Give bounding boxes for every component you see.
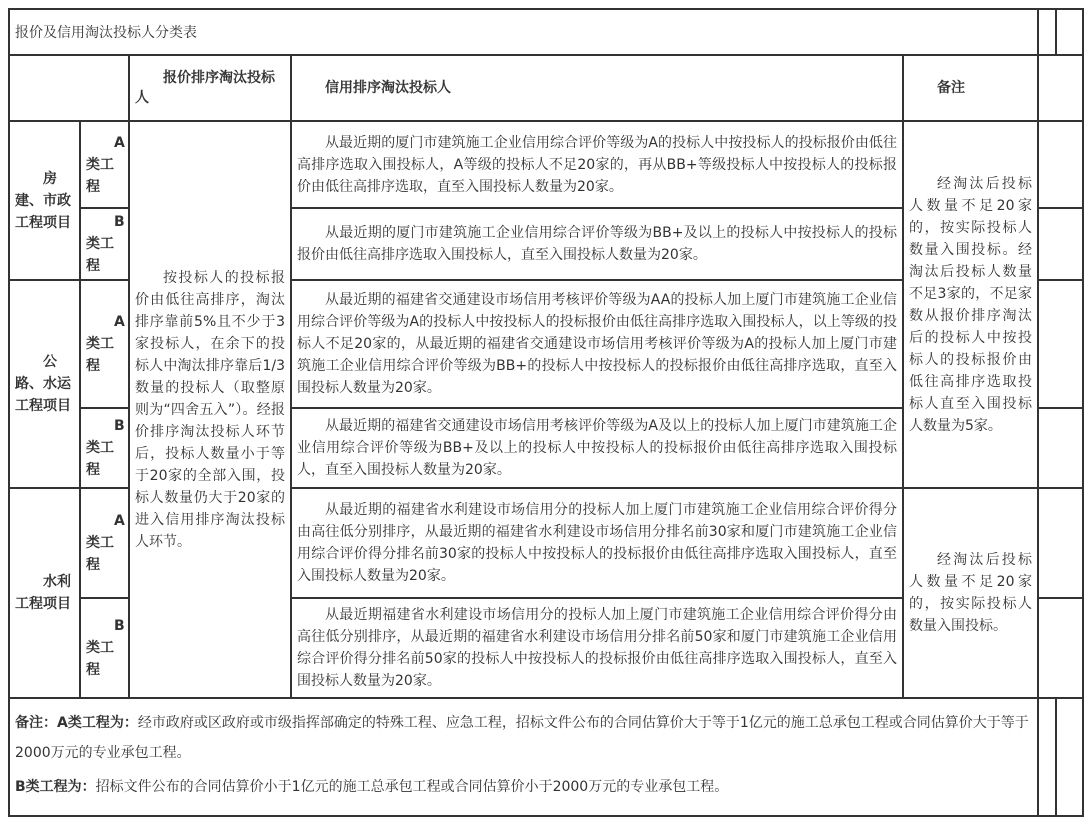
footnote-class-b xyxy=(15,772,1032,802)
price-rule-cell: 按投标人的投标报价由低往高排序，淘汰排序靠前5%且不少于3家投标人，在余下的投标人中淘汰排序靠后1/3数量的投标人（取整原则为“四舍五入”）。经报价排序淘汰投标人环节后，投标人数量小于等于20家的全部入围，投标人数量仍大于20家的进入信用排序淘汰投标人环节。 xyxy=(129,121,291,698)
spare-cell xyxy=(1038,280,1083,408)
footnote-row xyxy=(9,698,1083,816)
spare-cell xyxy=(1056,9,1083,55)
category-cell: B类工程 xyxy=(80,408,129,488)
remark-cell-1: 经淘汰后投标人数量不足20家的，按实际投标人数量入围投标。经淘汰后投标人数量不足3家的，不足家数从报价排序淘汰后的投标人中按投标人的投标报价由低往高排序选取投标人直至入围投标人数量为5家。 xyxy=(903,121,1038,488)
credit-rule-cell: 从最近期的福建省交通建设市场信用考核评价等级为A及以上的投标人加上厦门市建筑施工企业信用综合评价等级为BB+及以上的投标人中按投标人的投标报价由低往高排序选取入围投标人，直至入围投标人数量为20家。 xyxy=(291,408,903,488)
spare-cell xyxy=(1038,55,1083,121)
spare-cell xyxy=(1038,488,1083,598)
header-row xyxy=(9,55,1083,121)
elimination-classification-table xyxy=(8,8,1084,817)
title-row xyxy=(9,9,1083,55)
spare-cell xyxy=(1038,698,1056,816)
spare-cell xyxy=(1038,208,1083,280)
spare-cell xyxy=(1038,121,1083,208)
group-cell-road-waterway: 公路、水运工程项目 xyxy=(9,280,80,488)
group-cell-housing-municipal: 房建、市政工程项目 xyxy=(9,121,80,280)
table-row xyxy=(9,121,1083,208)
credit-rule-cell: 从最近期福建省水利建设市场信用分的投标人加上厦门市建筑施工企业信用综合评价得分由高往低分别排序，从最近期的福建省水利建设市场信用分排名前50家和厦门市建筑施工企业信用综合评价得分排名前50家的投标人中按投标人的投标报价由低往高排序选取入围投标人，直至入围投标人数量为20家。 xyxy=(291,598,903,698)
footnote-label-a: 备注：A类工程为： xyxy=(15,715,138,731)
credit-rule-cell: 从最近期的厦门市建筑施工企业信用综合评价等级为BB+及以上的投标人中按投标人的投标报价由低往高排序选取入围投标人，直至入围投标人数量为20家。 xyxy=(291,208,903,280)
credit-rule-cell: 从最近期的福建省水利建设市场信用分的投标人加上厦门市建筑施工企业信用综合评价得分由高往低分别排序，从最近期的福建省水利建设市场信用分排名前30家和厦门市建筑施工企业信用综合评价得分排名前30家的投标人中按投标人的投标报价由低往高排序选取入围投标人，直至入围投标人数量为20家。 xyxy=(291,488,903,598)
credit-rule-cell: 从最近期的厦门市建筑施工企业信用综合评价等级为A的投标人中按投标人的投标报价由低往高排序选取入围投标人，A等级的投标人不足20家的，再从BB+等级投标人中按投标人的投标报价由低往高排序选取，直至入围投标人数量为20家。 xyxy=(291,121,903,208)
category-cell: A类工程 xyxy=(80,488,129,598)
group-cell-water-conservancy: 水利工程项目 xyxy=(9,488,80,698)
footnote-text-a: 经市政府或区政府或市级指挥部确定的特殊工程、应急工程，招标文件公布的合同估算价大于等于1亿元的施工总承包工程或合同估算价大于等于2000万元的专业承包工程。 xyxy=(15,715,1029,761)
category-cell: A类工程 xyxy=(80,280,129,408)
footnote xyxy=(9,698,1038,816)
col-header-remark: 备注 xyxy=(903,55,1038,121)
spare-cell xyxy=(1038,9,1056,55)
table-title: 报价及信用淘汰投标人分类表 xyxy=(9,9,1038,55)
col-header-price: 报价排序淘汰投标人 xyxy=(129,55,291,121)
credit-rule-cell: 从最近期的福建省交通建设市场信用考核评价等级为AA的投标人加上厦门市建筑施工企业信用综合评价等级为A的投标人中按投标人的投标报价由低往高排序选取入围投标人，以上等级的投标人不足20家的，从最近期的福建省交通建设市场信用考核评价等级为A的投标人加上厦门市建筑施工企业信用综合评价等级为BB+的投标人中按投标人的投标报价由低往高排序选取，直至入围投标人数量为20家。 xyxy=(291,280,903,408)
footnote-class-a xyxy=(15,708,1032,768)
footnote-label-b: B类工程为： xyxy=(15,779,96,795)
spare-cell xyxy=(1056,698,1083,816)
col-header-credit: 信用排序淘汰投标人 xyxy=(291,55,903,121)
category-cell: A类工程 xyxy=(80,121,129,208)
spare-cell xyxy=(1038,408,1083,488)
category-cell: B类工程 xyxy=(80,598,129,698)
remark-cell-2: 经淘汰后投标人数量不足20家的，按实际投标人数量入围投标。 xyxy=(903,488,1038,698)
corner-cell xyxy=(9,55,129,121)
category-cell: B类工程 xyxy=(80,208,129,280)
spare-cell xyxy=(1038,598,1083,698)
footnote-text-b: 招标文件公布的合同估算价小于1亿元的施工总承包工程或合同估算价小于2000万元的专业承包工程。 xyxy=(95,779,729,795)
